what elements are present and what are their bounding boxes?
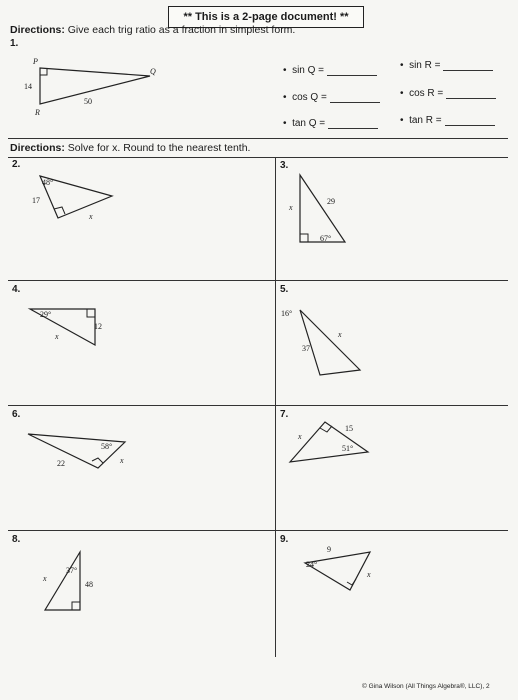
side-label: 48 xyxy=(85,580,93,589)
triangle-problem-3 xyxy=(300,175,345,242)
side-label: 37 xyxy=(302,344,310,353)
problem-7-number: 7. xyxy=(280,409,289,420)
tan-q-label: tan Q = xyxy=(292,118,326,129)
angle-label: 67° xyxy=(320,234,332,243)
grid-line xyxy=(8,157,508,158)
side-label: 15 xyxy=(345,424,353,433)
cos-r-label: cos R = xyxy=(409,88,444,99)
copyright-footer: © Gina Wilson (All Things Algebra®, LLC), 2 xyxy=(362,683,490,690)
problem-8-number: 8. xyxy=(12,534,21,545)
directions-text: Give each trig ratio as a fraction in simplest form. xyxy=(67,24,296,36)
directions-part2 xyxy=(10,142,250,154)
right-angle-marker xyxy=(72,602,80,610)
unknown-x-label: x xyxy=(55,332,59,341)
right-angle-marker xyxy=(300,234,308,242)
right-angle-marker xyxy=(87,309,95,317)
angle-label: 16° xyxy=(281,309,293,318)
right-angle-marker xyxy=(92,458,103,463)
sin-r-label: sin R = xyxy=(409,60,441,71)
sin-q-label: sin Q = xyxy=(292,65,325,76)
answer-blank[interactable] xyxy=(443,62,493,71)
answer-blank[interactable] xyxy=(330,94,380,103)
vertex-p-label: P xyxy=(33,57,38,66)
angle-label: 58° xyxy=(101,442,113,451)
problem-9-number: 9. xyxy=(280,534,289,545)
angle-label: 51° xyxy=(342,444,354,453)
side-label: 12 xyxy=(94,322,102,331)
answer-blank[interactable] xyxy=(328,120,378,129)
problem-1-number: 1. xyxy=(10,38,19,49)
sin-q-item: • sin Q = xyxy=(283,65,377,76)
angle-label: 24° xyxy=(306,560,318,569)
right-angle-marker xyxy=(40,68,47,75)
unknown-x-label: x xyxy=(89,212,93,221)
cos-q-label: cos Q = xyxy=(292,92,327,103)
problem-4-number: 4. xyxy=(12,284,21,295)
right-angle-marker xyxy=(320,426,332,432)
side-label: 22 xyxy=(57,459,65,468)
vertex-q-label: Q xyxy=(150,67,156,76)
grid-line xyxy=(8,280,508,281)
grid-line xyxy=(8,405,508,406)
unknown-x-label: x xyxy=(338,330,342,339)
answer-blank[interactable] xyxy=(446,90,496,99)
two-page-banner: ** This is a 2-page document! ** xyxy=(168,6,364,28)
answer-blank[interactable] xyxy=(327,67,377,76)
unknown-x-label: x xyxy=(289,203,293,212)
problem-2-number: 2. xyxy=(12,159,21,170)
problem-5-number: 5. xyxy=(280,284,289,295)
unknown-x-label: x xyxy=(367,570,371,579)
problem-3-number: 3. xyxy=(280,160,289,171)
triangle-pqr xyxy=(40,68,150,104)
unknown-x-label: x xyxy=(120,456,124,465)
side-rq-label: 50 xyxy=(84,97,92,106)
directions-label: Directions: xyxy=(10,24,65,36)
side-pr-label: 14 xyxy=(24,82,32,91)
problem-6-number: 6. xyxy=(12,409,21,420)
side-label: 17 xyxy=(32,196,40,205)
answer-blank[interactable] xyxy=(445,117,495,126)
angle-label: 37° xyxy=(66,566,78,575)
triangle-problem-8 xyxy=(45,552,80,610)
triangle-problem-6 xyxy=(28,434,125,468)
sin-r-item: • sin R = xyxy=(400,60,493,71)
section-divider xyxy=(8,138,508,139)
triangle-problem-9 xyxy=(305,552,370,590)
cos-r-item: • cos R = xyxy=(400,88,496,99)
grid-line xyxy=(275,157,276,657)
directions-label: Directions: xyxy=(10,142,65,154)
angle-label: 48° xyxy=(42,178,54,187)
directions-text: Solve for x. Round to the nearest tenth. xyxy=(67,142,251,154)
tan-q-item: • tan Q = xyxy=(283,118,378,129)
tan-r-item: • tan R = xyxy=(400,115,495,126)
vertex-r-label: R xyxy=(35,108,40,117)
unknown-x-label: x xyxy=(298,432,302,441)
grid-line xyxy=(8,530,508,531)
cos-q-item: • cos Q = xyxy=(283,92,380,103)
side-label: 9 xyxy=(327,545,331,554)
triangle-problem-7 xyxy=(290,422,368,462)
angle-label: 29° xyxy=(40,310,52,319)
unknown-x-label: x xyxy=(43,574,47,583)
triangle-problem-5 xyxy=(300,310,360,375)
side-label: 29 xyxy=(327,197,335,206)
tan-r-label: tan R = xyxy=(409,115,442,126)
